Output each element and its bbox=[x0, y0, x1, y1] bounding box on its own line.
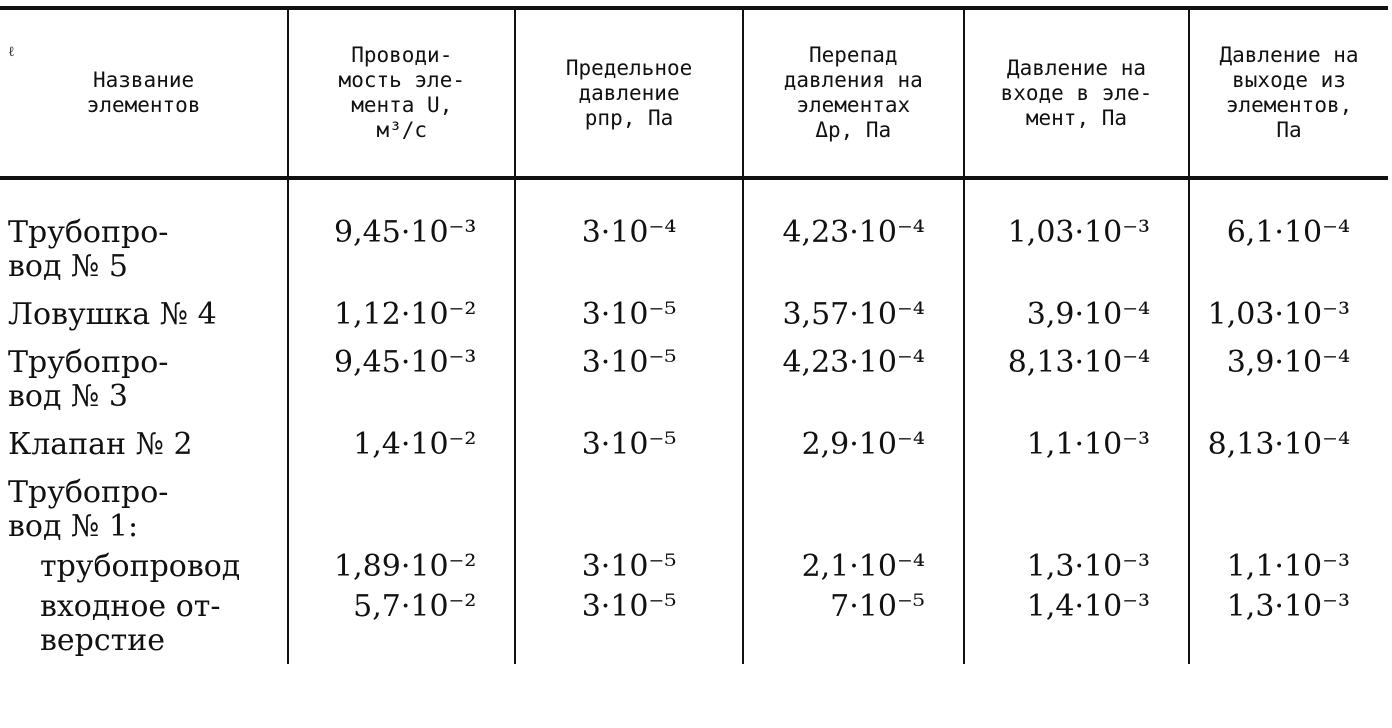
cell-conductance: 9,45·10⁻³ bbox=[288, 346, 515, 428]
cell-outlet-pressure: 1,3·10⁻³ bbox=[1189, 590, 1388, 664]
cell-pressure-drop: 4,23·10⁻⁴ bbox=[743, 216, 964, 298]
header-name: Название элементов bbox=[86, 68, 201, 117]
cell-limit-pressure: 3·10⁻⁵ bbox=[515, 590, 742, 664]
scan-artifact-mark: ℓ bbox=[8, 44, 15, 60]
cell-outlet-pressure: 6,1·10⁻⁴ bbox=[1189, 216, 1388, 298]
data-table bbox=[0, 6, 1388, 664]
cell-conductance: 9,45·10⁻³ bbox=[288, 216, 515, 298]
table-row bbox=[0, 216, 1388, 298]
cell-inlet-pressure: 1,3·10⁻³ bbox=[964, 550, 1189, 590]
cell-pressure-drop: 7·10⁻⁵ bbox=[743, 590, 964, 664]
header-pressure-drop: Перепад давления на элементах Δp, Па bbox=[743, 8, 964, 178]
cell-pressure-drop bbox=[743, 476, 964, 550]
cell-outlet-pressure: 1,03·10⁻³ bbox=[1189, 298, 1388, 346]
cell-name: трубопровод bbox=[40, 549, 241, 584]
cell-pressure-drop: 3,57·10⁻⁴ bbox=[743, 298, 964, 346]
cell-inlet-pressure: 3,9·10⁻⁴ bbox=[964, 298, 1189, 346]
header-row bbox=[0, 8, 1388, 178]
cell-name: Клапан № 2 bbox=[8, 427, 193, 462]
cell-pressure-drop: 4,23·10⁻⁴ bbox=[743, 346, 964, 428]
cell-conductance: 5,7·10⁻² bbox=[288, 590, 515, 664]
cell-limit-pressure: 3·10⁻⁵ bbox=[515, 346, 742, 428]
header-inlet-pressure: Давление на входе в эле- мент, Па bbox=[964, 8, 1189, 178]
cell-outlet-pressure bbox=[1189, 476, 1388, 550]
cell-pressure-drop: 2,1·10⁻⁴ bbox=[743, 550, 964, 590]
table-row-group-heading bbox=[0, 476, 1388, 550]
cell-inlet-pressure bbox=[964, 476, 1189, 550]
cell-inlet-pressure: 1,4·10⁻³ bbox=[964, 590, 1189, 664]
cell-outlet-pressure: 1,1·10⁻³ bbox=[1189, 550, 1388, 590]
cell-pressure-drop: 2,9·10⁻⁴ bbox=[743, 428, 964, 476]
cell-limit-pressure: 3·10⁻⁵ bbox=[515, 550, 742, 590]
table-row bbox=[0, 428, 1388, 476]
table-row bbox=[0, 346, 1388, 428]
cell-name: Трубопро- вод № 3 bbox=[8, 345, 169, 414]
cell-conductance: 1,4·10⁻² bbox=[288, 428, 515, 476]
cell-limit-pressure bbox=[515, 476, 742, 550]
cell-conductance: 1,12·10⁻² bbox=[288, 298, 515, 346]
cell-name: Трубопро- вод № 1: bbox=[8, 475, 169, 544]
cell-conductance: 1,89·10⁻² bbox=[288, 550, 515, 590]
cell-outlet-pressure: 8,13·10⁻⁴ bbox=[1189, 428, 1388, 476]
cell-limit-pressure: 3·10⁻⁴ bbox=[515, 216, 742, 298]
header-limit-pressure: Предельное давление pпр, Па bbox=[515, 8, 742, 178]
header-outlet-pressure: Давление на выходе из элементов, Па bbox=[1189, 8, 1388, 178]
cell-inlet-pressure: 8,13·10⁻⁴ bbox=[964, 346, 1189, 428]
cell-limit-pressure: 3·10⁻⁵ bbox=[515, 298, 742, 346]
cell-outlet-pressure: 3,9·10⁻⁴ bbox=[1189, 346, 1388, 428]
cell-inlet-pressure: 1,1·10⁻³ bbox=[964, 428, 1189, 476]
cell-name: Трубопро- вод № 5 bbox=[8, 215, 169, 284]
table-row bbox=[0, 590, 1388, 664]
header-conductance: Проводи- мость эле- мента U, м³/с bbox=[288, 8, 515, 178]
cell-name: входное от- верстие bbox=[40, 589, 221, 658]
cell-name: Ловушка № 4 bbox=[8, 297, 217, 332]
table-row bbox=[0, 298, 1388, 346]
cell-conductance bbox=[288, 476, 515, 550]
cell-limit-pressure: 3·10⁻⁵ bbox=[515, 428, 742, 476]
cell-inlet-pressure: 1,03·10⁻³ bbox=[964, 216, 1189, 298]
table-row bbox=[0, 550, 1388, 590]
spacer-row bbox=[0, 178, 1388, 216]
